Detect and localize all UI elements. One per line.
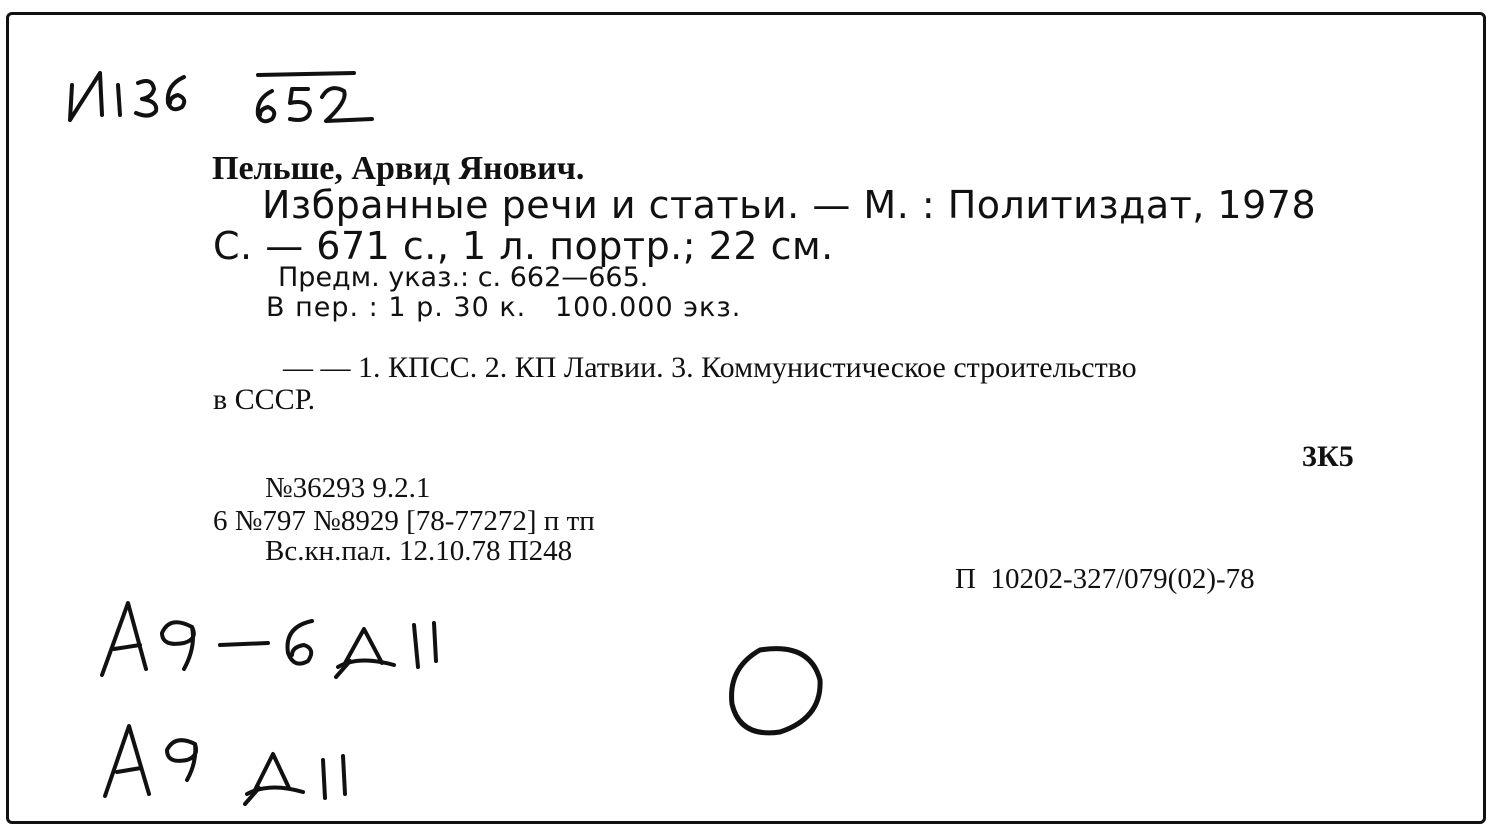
call-number-drawing bbox=[60, 55, 390, 145]
physical-description: С. — 671 с., 1 л. портр.; 22 см. bbox=[213, 224, 834, 268]
handwritten-call-number bbox=[60, 55, 390, 150]
handwritten-circle bbox=[720, 640, 830, 745]
book-chamber-line: Вс.кн.пал. 12.10.78 П248 bbox=[265, 535, 573, 567]
price-line: В пер. : 1 р. 30 к. 100.000 экз. bbox=[266, 292, 742, 323]
handwritten-shelf-mark-2 bbox=[95, 710, 375, 825]
handwritten-shelf-mark-1 bbox=[88, 585, 478, 700]
author-heading: Пельше, Арвид Янович. bbox=[212, 150, 585, 187]
shelf-mark-1-drawing bbox=[88, 585, 478, 695]
subjects-line-2: в СССР. bbox=[213, 383, 316, 416]
classification-code: 3К5 bbox=[1302, 440, 1354, 473]
publisher-code: П 10202-327/079(02)-78 bbox=[955, 563, 1255, 595]
order-line: 6 №797 №8929 [78-77272] п тп bbox=[213, 505, 595, 537]
subjects-line-1: — — 1. КПСС. 2. КП Латвии. 3. Коммунистическое строительство bbox=[283, 351, 1137, 384]
index-note: Предм. указ.: с. 662—665. bbox=[278, 262, 649, 293]
title-line: Избранные речи и статьи. — М. : Политиздат, 1978 bbox=[262, 183, 1317, 227]
circle-drawing bbox=[720, 640, 830, 740]
shelf-mark-2-drawing bbox=[95, 710, 375, 820]
card-number: №36293 9.2.1 bbox=[265, 472, 431, 504]
